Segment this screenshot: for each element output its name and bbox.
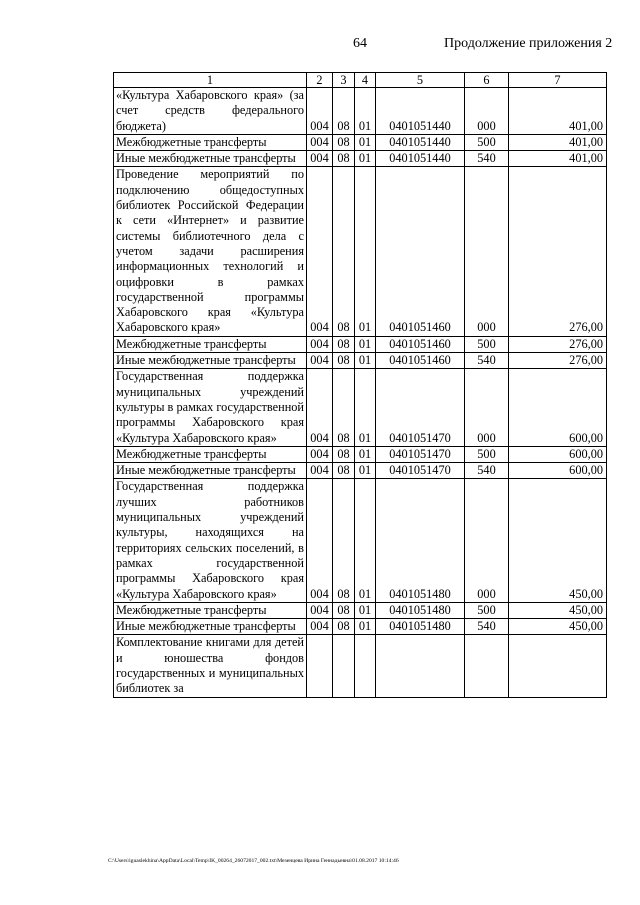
budget-table [113,72,607,698]
cell-section: 08 [333,151,355,167]
cell-target-article: 0401051460 [376,336,465,352]
cell-section: 08 [333,134,355,150]
row-description: Иные межбюджетные трансферты [114,151,307,167]
table-row [114,336,607,352]
cell-amount: 276,00 [509,336,607,352]
continuation-note: Продолжение приложения 2 [444,36,613,51]
cell-subsection: 01 [355,602,376,618]
row-description: Межбюджетные трансферты [114,336,307,352]
cell-expense-type [465,635,509,697]
cell-section: 08 [333,479,355,602]
cell-expense-type: 000 [465,88,509,135]
row-description: Иные межбюджетные трансферты [114,353,307,369]
cell-ministry-code: 004 [307,353,333,369]
cell-expense-type: 540 [465,619,509,635]
page-number: 64 [353,36,367,51]
row-description: Проведение мероприятий по подключению общедоступных библиотек Российской Федерации к сети «Интернет» и развитие системы библиотечного дела с учетом задачи расширения информационных технологий и оцифровки в рамках государственной программы Хабаровского края «Культура Хабаровского края» [114,167,307,336]
column-header: 1 [114,73,307,88]
cell-subsection: 01 [355,336,376,352]
row-description: Комплектование книгами для детей и юношества фондов государственных и муниципальных библиотек за [114,635,307,697]
cell-section: 08 [333,619,355,635]
cell-expense-type: 540 [465,151,509,167]
table-row [114,479,607,602]
cell-expense-type: 000 [465,167,509,336]
cell-expense-type: 540 [465,463,509,479]
cell-target-article: 0401051470 [376,463,465,479]
cell-target-article: 0401051480 [376,479,465,602]
cell-section: 08 [333,602,355,618]
cell-section: 08 [333,353,355,369]
cell-amount: 600,00 [509,463,607,479]
cell-ministry-code: 004 [307,479,333,602]
table-row [114,635,607,697]
cell-ministry-code: 004 [307,336,333,352]
row-description: Межбюджетные трансферты [114,602,307,618]
cell-amount: 450,00 [509,602,607,618]
cell-target-article: 0401051460 [376,353,465,369]
table-row [114,88,607,135]
cell-expense-type: 000 [465,479,509,602]
cell-section: 08 [333,167,355,336]
cell-amount: 401,00 [509,151,607,167]
cell-target-article: 0401051470 [376,446,465,462]
cell-target-article: 0401051470 [376,369,465,446]
cell-expense-type: 500 [465,336,509,352]
cell-ministry-code: 004 [307,619,333,635]
table-row [114,369,607,446]
cell-subsection: 01 [355,134,376,150]
cell-section: 08 [333,463,355,479]
cell-target-article [376,635,465,697]
cell-amount: 600,00 [509,446,607,462]
cell-ministry-code: 004 [307,88,333,135]
cell-ministry-code: 004 [307,134,333,150]
cell-ministry-code: 004 [307,463,333,479]
cell-ministry-code: 004 [307,151,333,167]
cell-ministry-code [307,635,333,697]
cell-section: 08 [333,446,355,462]
cell-target-article: 0401051460 [376,167,465,336]
column-header: 3 [333,73,355,88]
cell-subsection: 01 [355,353,376,369]
row-description: Иные межбюджетные трансферты [114,619,307,635]
cell-ministry-code: 004 [307,167,333,336]
row-description: Государственная поддержка лучших работников муниципальных учреждений культуры, находящихся на территориях сельских поселений, в рамках государственной программы Хабаровского края «Культура Хабаровского края» [114,479,307,602]
cell-expense-type: 500 [465,446,509,462]
column-header: 6 [465,73,509,88]
cell-subsection [355,635,376,697]
cell-subsection: 01 [355,619,376,635]
cell-subsection: 01 [355,151,376,167]
cell-subsection: 01 [355,369,376,446]
cell-subsection: 01 [355,463,376,479]
column-header: 5 [376,73,465,88]
table-header-row [114,73,607,88]
cell-ministry-code: 004 [307,369,333,446]
table-row [114,151,607,167]
table-row [114,446,607,462]
table-row [114,167,607,336]
cell-ministry-code: 004 [307,446,333,462]
cell-target-article: 0401051480 [376,602,465,618]
row-description: «Культура Хабаровского края» (за счет средств федерального бюджета) [114,88,307,135]
cell-target-article: 0401051440 [376,134,465,150]
table-row [114,134,607,150]
cell-amount: 401,00 [509,88,607,135]
table-row [114,602,607,618]
column-header: 4 [355,73,376,88]
row-description: Иные межбюджетные трансферты [114,463,307,479]
column-header: 2 [307,73,333,88]
row-description: Межбюджетные трансферты [114,446,307,462]
cell-subsection: 01 [355,167,376,336]
cell-section: 08 [333,88,355,135]
cell-section [333,635,355,697]
cell-expense-type: 500 [465,134,509,150]
cell-ministry-code: 004 [307,602,333,618]
cell-expense-type: 500 [465,602,509,618]
table-row [114,353,607,369]
cell-expense-type: 540 [465,353,509,369]
cell-expense-type: 000 [465,369,509,446]
column-header: 7 [509,73,607,88]
cell-amount [509,635,607,697]
row-description: Межбюджетные трансферты [114,134,307,150]
cell-amount: 276,00 [509,353,607,369]
table-row [114,619,607,635]
cell-target-article: 0401051480 [376,619,465,635]
cell-subsection: 01 [355,446,376,462]
cell-subsection: 01 [355,88,376,135]
cell-amount: 450,00 [509,619,607,635]
cell-subsection: 01 [355,479,376,602]
row-description: Государственная поддержка муниципальных учреждений культуры в рамках государственной программы Хабаровского края «Культура Хабаровского края» [114,369,307,446]
cell-target-article: 0401051440 [376,88,465,135]
cell-amount: 401,00 [509,134,607,150]
cell-section: 08 [333,336,355,352]
file-path-footer: C:\Users\iguaslekhina\AppData\Local\Temp\IK_00264_26072017_002.txt\Мезенцева Ирина Геннадьевна\01.08.2017 10:14:46 [108,858,399,864]
table-row [114,463,607,479]
cell-amount: 600,00 [509,369,607,446]
cell-target-article: 0401051440 [376,151,465,167]
cell-amount: 276,00 [509,167,607,336]
cell-amount: 450,00 [509,479,607,602]
cell-section: 08 [333,369,355,446]
